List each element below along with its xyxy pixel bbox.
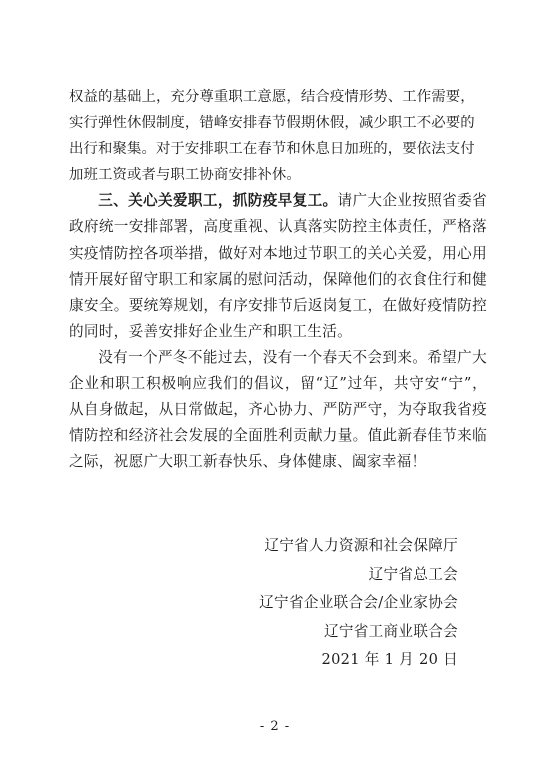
- paragraph-closing: [69, 345, 487, 475]
- paragraph-text: 没有一个严冬不能过去，没有一个春天不会到来。希望广大企业和职工积极响应我们的倡议，留“辽”过年，共守安“宁”，从自身做起，从日常做起，齐心协力、严防严守，为夺取我省疫情防控和经济社会发展的全面胜利贡献力量。值此新春佳节来临之际，祝愿广大职工新春快乐、身体健康、阖家幸福！: [69, 348, 487, 471]
- signatory-federation-of-trade-unions: 辽宁省总工会: [368, 565, 458, 583]
- signatory-federation-of-industry-commerce: 辽宁省工商业联合会: [323, 622, 458, 640]
- text-line: 实行弹性休假制度，错峰安排春节假期休假，减少职工不必要的: [69, 115, 475, 132]
- signature-block: [259, 532, 458, 675]
- text-line: 加班工资或者与职工协商安排补休。: [69, 167, 301, 184]
- section-heading: 三、关心关爱职工，抓防疫早复工。: [98, 192, 338, 210]
- document-body: [69, 84, 487, 475]
- text-line: 权益的基础上，充分尊重职工意愿，结合疫情形势、工作需要，: [69, 89, 475, 105]
- signatory-enterprise-confederation: 辽宁省企业联合会/企业家协会: [259, 594, 458, 612]
- document-date: 2021 年 1 月 20 日: [321, 651, 458, 669]
- paragraph-text: 请广大企业按照省委省政府统一安排部署，高度重视、认真落实防控主体责任，严格落实疫情防控各项举措，做好对本地过节职工的关心关爱，用心用情开展好留守职工和家属的慰问活动，保障他们的衣食住行和健康安全。要统筹规划，有序安排节后返岗复工，在做好疫情防控的同时，妥善安排好企业生产和职工生活。: [69, 192, 487, 340]
- signatory-hrss-department: 辽宁省人力资源和社会保障厅: [264, 537, 458, 554]
- paragraph-care-for-workers: [69, 188, 487, 345]
- page-number: - 2 -: [259, 719, 291, 734]
- text-line: 出行和聚集。对于安排职工在春节和休息日加班的，要依法支付: [69, 141, 475, 158]
- paragraph-continued: [69, 84, 487, 188]
